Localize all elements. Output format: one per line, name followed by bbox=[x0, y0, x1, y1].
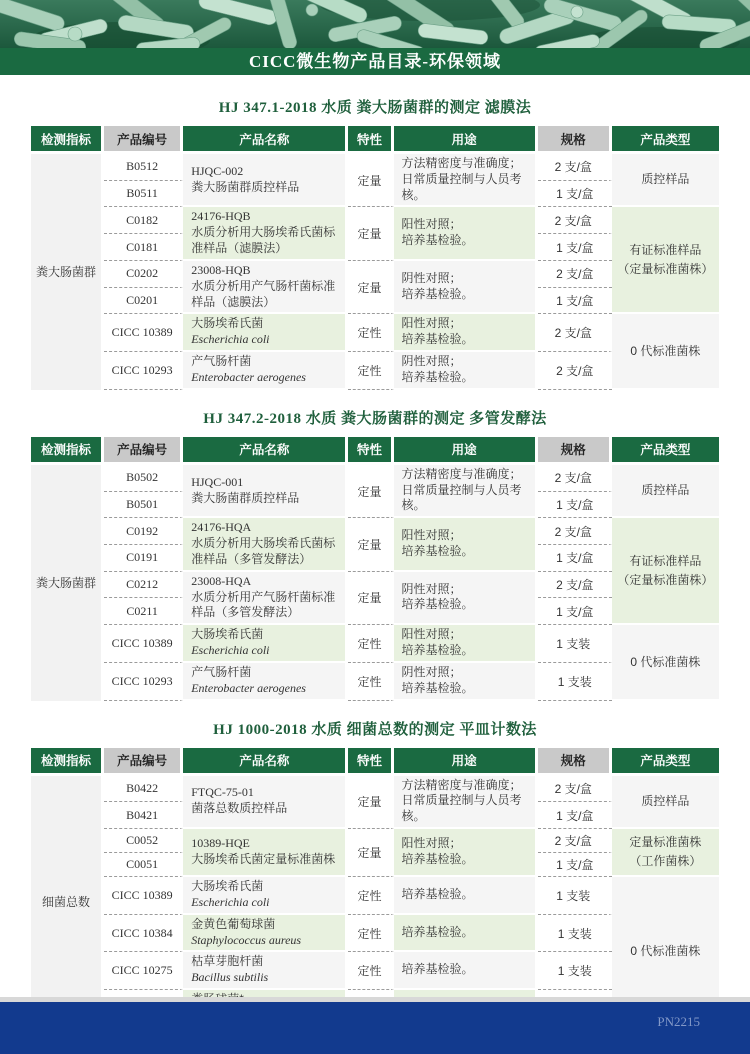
usage-line: 培养基检验。 bbox=[401, 962, 474, 977]
usage-line: 阳性对照； bbox=[401, 528, 462, 543]
product-code-cell: C0052 bbox=[104, 829, 183, 853]
usage-line: 阳性对照； bbox=[401, 627, 462, 642]
product-name-line: 23008-HQB bbox=[191, 262, 251, 277]
column-header: 特性 bbox=[348, 126, 393, 154]
product-code-cell: C0202 bbox=[104, 261, 183, 288]
trait-cell: 定性 bbox=[348, 625, 393, 663]
product-code-cell: C0212 bbox=[104, 572, 183, 599]
usage-cell bbox=[394, 314, 538, 352]
product-type-cell bbox=[612, 518, 719, 625]
product-type-line: 有证标准样品 bbox=[629, 554, 702, 569]
trait-cell: 定性 bbox=[348, 877, 393, 915]
usage-line: 阳性对照； bbox=[401, 217, 462, 232]
usage-cell bbox=[394, 915, 538, 953]
product-type-line: （定量标准菌株） bbox=[617, 572, 714, 587]
product-name-cell bbox=[183, 261, 348, 314]
footer-page-code: PN2215 bbox=[657, 1014, 700, 1029]
trait-cell: 定量 bbox=[348, 829, 393, 877]
table-head bbox=[31, 126, 719, 154]
product-type-line: 有证标准样品 bbox=[629, 243, 702, 258]
spec-cell: 2 支/盒 bbox=[538, 776, 612, 803]
banner-title: CICC微生物产品目录-环保领域 bbox=[248, 52, 502, 71]
usage-line: 方法精密度与准确度； bbox=[401, 156, 522, 170]
table-row bbox=[31, 207, 719, 234]
usage-line: 方法精密度与准确度； bbox=[401, 777, 522, 792]
bacteria-illustration bbox=[0, 0, 750, 48]
trait-cell: 定性 bbox=[348, 663, 393, 701]
column-header: 产品编号 bbox=[104, 126, 183, 154]
product-name-cell bbox=[183, 352, 348, 390]
trait-cell: 定性 bbox=[348, 952, 393, 990]
usage-line: 培养基检验。 bbox=[401, 680, 474, 695]
usage-line: 方法精密度与准确度； bbox=[401, 466, 522, 481]
spec-cell: 2 支/盒 bbox=[538, 465, 612, 492]
product-code-cell: C0192 bbox=[104, 518, 183, 545]
column-header: 规格 bbox=[538, 126, 612, 154]
trait-cell: 定量 bbox=[348, 465, 393, 518]
usage-cell bbox=[394, 952, 538, 990]
spec-cell: 1 支/盒 bbox=[538, 545, 612, 572]
table-container-2 bbox=[31, 437, 719, 701]
column-header: 规格 bbox=[538, 437, 612, 465]
product-name-line: HJQC-001 bbox=[191, 474, 244, 489]
product-name-line: 枯草芽胞杆菌 bbox=[191, 954, 264, 969]
product-type-cell bbox=[612, 207, 719, 314]
product-name-line: Escherichia coli bbox=[191, 332, 270, 347]
product-type-line: 质控样品 bbox=[641, 172, 690, 187]
product-code-cell: CICC 10389 bbox=[104, 877, 183, 915]
spec-cell: 1 支/盒 bbox=[538, 234, 612, 261]
column-header: 用途 bbox=[394, 126, 538, 154]
product-type-line: 0 代标准菌株 bbox=[630, 343, 701, 358]
standard-title-2: HJ 347.2-2018 水质 粪大肠菌群的测定 多管发酵法 bbox=[203, 410, 547, 427]
product-name-line: 24176-HQB bbox=[191, 209, 251, 224]
product-code-cell: CICC 10275 bbox=[104, 952, 183, 990]
table-row bbox=[31, 776, 719, 803]
table-row bbox=[31, 518, 719, 545]
product-code-cell: CICC 10389 bbox=[104, 625, 183, 663]
product-name-line: Escherichia coli bbox=[191, 643, 270, 658]
table-row bbox=[31, 314, 719, 352]
product-code-cell: B0511 bbox=[104, 181, 183, 208]
product-type-line: （工作菌株） bbox=[629, 854, 702, 869]
product-name-cell bbox=[183, 952, 348, 990]
spec-cell: 2 支/盒 bbox=[538, 261, 612, 288]
trait-cell: 定性 bbox=[348, 352, 393, 390]
product-name-line: 粪大肠菌群质控样品 bbox=[191, 179, 300, 194]
spec-cell: 2 支/盒 bbox=[538, 207, 612, 234]
banner-title-bar bbox=[0, 48, 750, 75]
column-header: 检测指标 bbox=[31, 437, 104, 465]
product-code-cell: CICC 10293 bbox=[104, 352, 183, 390]
usage-line: 培养基检验。 bbox=[401, 643, 474, 658]
spec-cell: 2 支/盒 bbox=[538, 154, 612, 181]
product-name-cell bbox=[183, 314, 348, 352]
column-header: 用途 bbox=[394, 437, 538, 465]
product-table bbox=[31, 126, 719, 390]
usage-line: 日常质量控制与人员考核。 bbox=[401, 793, 522, 824]
table-body bbox=[31, 154, 719, 390]
spec-cell: 1 支/盒 bbox=[538, 492, 612, 519]
product-name-cell bbox=[183, 663, 348, 701]
product-type-line: （定量标准菌株） bbox=[617, 261, 714, 276]
spec-cell: 1 支装 bbox=[538, 915, 612, 953]
product-name-line: 大肠埃希氏菌 bbox=[191, 627, 264, 642]
product-code-cell: C0191 bbox=[104, 545, 183, 572]
spec-cell: 1 支装 bbox=[538, 877, 612, 915]
product-code-cell: C0181 bbox=[104, 234, 183, 261]
product-code-cell: B0422 bbox=[104, 776, 183, 803]
product-code-cell: B0421 bbox=[104, 802, 183, 829]
trait-cell: 定量 bbox=[348, 776, 393, 829]
spec-cell: 1 支/盒 bbox=[538, 181, 612, 208]
table-row bbox=[31, 465, 719, 492]
product-name-line: 金黄色葡萄球菌 bbox=[191, 916, 276, 931]
product-type-cell bbox=[612, 314, 719, 389]
product-type-line: 0 代标准菌株 bbox=[630, 654, 701, 669]
standard-title-1: HJ 347.1-2018 水质 粪大肠菌群的测定 滤膜法 bbox=[218, 100, 532, 116]
product-code-cell: C0051 bbox=[104, 853, 183, 877]
table-row bbox=[31, 877, 719, 915]
product-name-line: 10389-HQE bbox=[191, 836, 250, 851]
trait-cell: 定量 bbox=[348, 518, 393, 571]
product-code-cell: CICC 10384 bbox=[104, 915, 183, 953]
bacteria-banner-image bbox=[0, 0, 750, 48]
usage-line: 阴性对照； bbox=[401, 270, 462, 285]
usage-line: 阴性对照； bbox=[401, 354, 462, 369]
usage-cell bbox=[394, 625, 538, 663]
product-name-cell bbox=[183, 829, 348, 877]
table-row bbox=[31, 829, 719, 853]
usage-cell bbox=[394, 829, 538, 877]
standard-title-3: HJ 1000-2018 水质 细菌总数的测定 平皿计数法 bbox=[213, 721, 537, 738]
column-header: 检测指标 bbox=[31, 126, 104, 154]
product-table bbox=[31, 437, 719, 701]
usage-cell bbox=[394, 572, 538, 625]
spec-cell: 1 支装 bbox=[538, 625, 612, 663]
indicator-cell: 细菌总数 bbox=[31, 776, 104, 1028]
product-name-line: 菌落总数质控样品 bbox=[191, 801, 288, 816]
table-row bbox=[31, 154, 719, 181]
product-name-cell bbox=[183, 207, 348, 260]
product-name-line: Staphylococcus aureus bbox=[191, 932, 302, 947]
spec-cell: 1 支装 bbox=[538, 663, 612, 701]
header-row bbox=[31, 437, 719, 465]
product-code-cell: CICC 10293 bbox=[104, 663, 183, 701]
product-type-line: 0 代标准菌株 bbox=[630, 944, 701, 959]
usage-line: 培养基检验。 bbox=[401, 886, 474, 901]
usage-cell bbox=[394, 261, 538, 314]
spec-cell: 2 支/盒 bbox=[538, 518, 612, 545]
usage-line: 培养基检验。 bbox=[401, 332, 474, 347]
usage-cell bbox=[394, 352, 538, 390]
product-name-line: 水质分析用大肠埃希氏菌标准样品（滤膜法） bbox=[191, 225, 336, 256]
trait-cell: 定量 bbox=[348, 207, 393, 260]
product-name-line: 大肠埃希氏菌 bbox=[191, 316, 264, 331]
usage-line: 阴性对照； bbox=[401, 581, 462, 596]
product-name-line: 粪大肠菌群质控样品 bbox=[191, 490, 300, 505]
product-type-cell bbox=[612, 154, 719, 207]
spec-cell: 1 支/盒 bbox=[538, 853, 612, 877]
product-name-line: 24176-HQA bbox=[191, 520, 252, 535]
content-area bbox=[0, 96, 750, 1054]
product-name-line: 23008-HQA bbox=[191, 573, 252, 588]
usage-line: 日常质量控制与人员考核。 bbox=[401, 482, 522, 513]
column-header: 规格 bbox=[538, 748, 612, 776]
usage-line: 培养基检验。 bbox=[401, 369, 474, 384]
product-name-line: 水质分析用产气肠杆菌标准样品（多管发酵法） bbox=[191, 589, 336, 620]
column-header: 检测指标 bbox=[31, 748, 104, 776]
product-code-cell: CICC 10389 bbox=[104, 314, 183, 352]
product-name-line: 产气肠杆菌 bbox=[191, 354, 252, 369]
usage-cell bbox=[394, 465, 538, 518]
product-type-line: 定量标准菌株 bbox=[629, 835, 702, 850]
usage-line: 培养基检验。 bbox=[401, 924, 474, 939]
spec-cell: 2 支/盒 bbox=[538, 314, 612, 352]
product-code-cell: B0501 bbox=[104, 492, 183, 519]
usage-cell bbox=[394, 877, 538, 915]
usage-cell bbox=[394, 776, 538, 829]
trait-cell: 定量 bbox=[348, 572, 393, 625]
product-name-line: 产气肠杆菌 bbox=[191, 664, 252, 679]
product-name-cell bbox=[183, 625, 348, 663]
column-header: 用途 bbox=[394, 748, 538, 776]
usage-line: 阳性对照； bbox=[401, 316, 462, 331]
column-header: 产品编号 bbox=[104, 748, 183, 776]
table-body bbox=[31, 465, 719, 701]
product-type-cell bbox=[612, 465, 719, 518]
usage-line: 培养基检验。 bbox=[401, 233, 474, 248]
usage-cell bbox=[394, 207, 538, 260]
product-table bbox=[31, 748, 719, 1028]
column-header: 特性 bbox=[348, 437, 393, 465]
spec-cell: 1 支/盒 bbox=[538, 598, 612, 625]
usage-line: 培养基检验。 bbox=[401, 543, 474, 558]
table-body bbox=[31, 776, 719, 1028]
product-name-line: HJQC-002 bbox=[191, 163, 244, 178]
trait-cell: 定性 bbox=[348, 314, 393, 352]
usage-cell bbox=[394, 154, 538, 207]
product-name-cell bbox=[183, 518, 348, 571]
table-head bbox=[31, 437, 719, 465]
spec-cell: 2 支/盒 bbox=[538, 352, 612, 390]
product-type-line: 质控样品 bbox=[641, 483, 690, 498]
column-header: 产品类型 bbox=[612, 437, 719, 465]
product-name-cell bbox=[183, 465, 348, 518]
product-name-line: 大肠埃希氏菌定量标准菌株 bbox=[191, 852, 336, 867]
trait-cell: 定量 bbox=[348, 154, 393, 207]
spec-cell: 1 支装 bbox=[538, 952, 612, 990]
table-row bbox=[31, 625, 719, 663]
header-row bbox=[31, 126, 719, 154]
column-header: 产品名称 bbox=[183, 126, 348, 154]
usage-cell bbox=[394, 663, 538, 701]
product-name-cell bbox=[183, 572, 348, 625]
trait-cell: 定性 bbox=[348, 915, 393, 953]
product-code-cell: B0512 bbox=[104, 154, 183, 181]
product-name-line: FTQC-75-01 bbox=[191, 785, 254, 800]
indicator-cell: 粪大肠菌群 bbox=[31, 154, 104, 390]
column-header: 产品编号 bbox=[104, 437, 183, 465]
product-name-cell bbox=[183, 776, 348, 829]
column-header: 特性 bbox=[348, 748, 393, 776]
indicator-cell: 粪大肠菌群 bbox=[31, 465, 104, 701]
usage-line: 阳性对照； bbox=[401, 836, 462, 851]
product-code-cell: B0502 bbox=[104, 465, 183, 492]
product-type-line: 质控样品 bbox=[641, 793, 690, 808]
header-row bbox=[31, 748, 719, 776]
product-name-cell bbox=[183, 877, 348, 915]
product-name-line: Bacillus subtilis bbox=[191, 970, 269, 985]
product-type-cell bbox=[612, 625, 719, 700]
product-name-cell bbox=[183, 154, 348, 207]
product-name-cell bbox=[183, 915, 348, 953]
usage-line: 培养基检验。 bbox=[401, 597, 474, 612]
trait-cell: 定量 bbox=[348, 261, 393, 314]
product-name-line: Enterobacter aerogenes bbox=[191, 369, 306, 384]
column-header: 产品名称 bbox=[183, 748, 348, 776]
column-header: 产品类型 bbox=[612, 126, 719, 154]
usage-cell bbox=[394, 518, 538, 571]
product-code-cell: C0201 bbox=[104, 288, 183, 315]
column-header: 产品名称 bbox=[183, 437, 348, 465]
product-name-line: 大肠埃希氏菌 bbox=[191, 879, 264, 894]
usage-line: 培养基检验。 bbox=[401, 286, 474, 301]
spec-cell: 2 支/盒 bbox=[538, 572, 612, 599]
product-name-line: 水质分析用大肠埃希氏菌标准样品（多管发酵法） bbox=[191, 536, 336, 566]
spec-cell: 2 支/盒 bbox=[538, 829, 612, 853]
product-name-line: Enterobacter aerogenes bbox=[191, 680, 306, 695]
spec-cell: 1 支/盒 bbox=[538, 802, 612, 829]
footer-bar bbox=[0, 1002, 750, 1054]
usage-line: 阴性对照； bbox=[401, 664, 462, 679]
table-container-1 bbox=[31, 126, 719, 390]
product-name-line: Escherichia coli bbox=[191, 894, 270, 909]
column-header: 产品类型 bbox=[612, 748, 719, 776]
table-container-3 bbox=[31, 748, 719, 1028]
usage-line: 培养基检验。 bbox=[401, 852, 474, 867]
product-name-line: 水质分析用产气肠杆菌标准样品（滤膜法） bbox=[191, 278, 336, 309]
product-code-cell: C0182 bbox=[104, 207, 183, 234]
product-type-cell bbox=[612, 776, 719, 829]
usage-line: 日常质量控制与人员考核。 bbox=[401, 171, 522, 202]
spec-cell: 1 支/盒 bbox=[538, 288, 612, 315]
product-type-cell bbox=[612, 829, 719, 877]
product-code-cell: C0211 bbox=[104, 598, 183, 625]
table-head bbox=[31, 748, 719, 776]
